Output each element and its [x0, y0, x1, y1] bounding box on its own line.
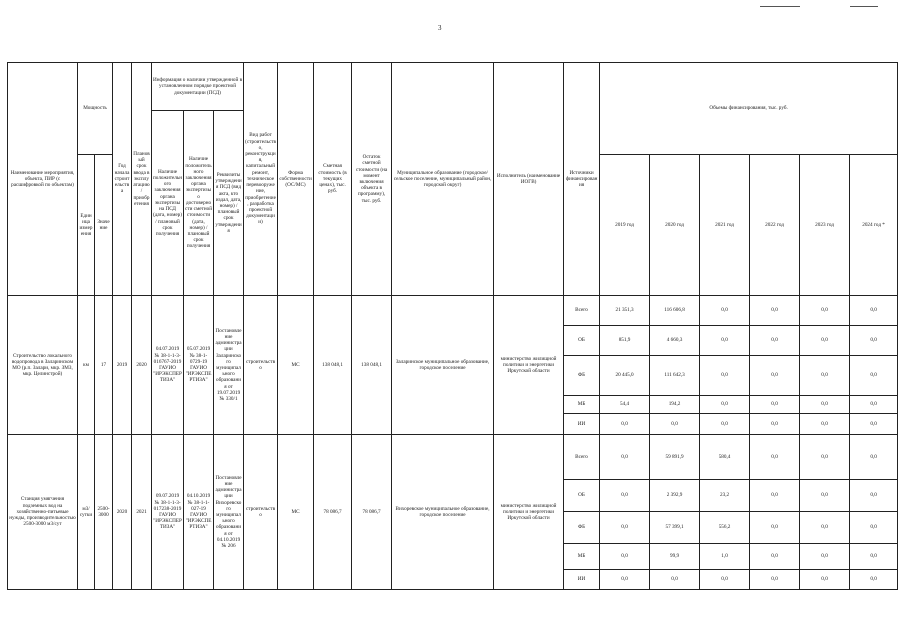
value-cell: 0,0 — [600, 570, 650, 590]
value-cell: 116 606,8 — [650, 296, 700, 326]
object-plan-year: 2021 — [132, 435, 152, 590]
value-cell: 851,9 — [600, 326, 650, 356]
source-label: ФБ — [564, 512, 600, 544]
value-cell: 0,0 — [600, 414, 650, 435]
object-value: 17 — [95, 296, 113, 435]
value-cell: 194,2 — [650, 396, 700, 414]
value-cell: 0,0 — [750, 396, 800, 414]
object-expert-positive: 09.07.2019 № 38-1-1-3-017238-2019 ГАУИО "ИРЭКСПЕРТИЗА" — [152, 435, 184, 590]
object-work-type: строительство — [244, 296, 278, 435]
header-start-year: Год начала строительства — [113, 63, 132, 296]
value-cell: 556,2 — [700, 512, 750, 544]
source-label: ОБ — [564, 326, 600, 356]
object-form: МС — [278, 296, 314, 435]
value-cell: 4 660,3 — [650, 326, 700, 356]
object-expert-price: 05.07.2019 № 38-1-0729-19 ГАУИО "ИРЭКСПЕРТИЗА" — [184, 296, 214, 435]
object-value: 2500-3000 — [95, 435, 113, 590]
source-label: Всего — [564, 435, 600, 480]
value-cell: 0,0 — [750, 356, 800, 396]
object-unit: м3/сутки — [78, 435, 95, 590]
header-year-2022: 2022 год — [750, 155, 800, 296]
top-edge-mark — [760, 6, 800, 7]
value-cell: 1,0 — [700, 544, 750, 570]
value-cell: 0,0 — [750, 296, 800, 326]
value-cell: 0,0 — [750, 512, 800, 544]
object-plan-year: 2020 — [132, 296, 152, 435]
source-label: ФБ — [564, 356, 600, 396]
header-form: Форма собственности (ОС/МС) — [278, 63, 314, 296]
source-label: МБ — [564, 396, 600, 414]
object-expert-price: 04.10.2019 № 38-1-1-027-19 ГАУИО "ИРЭКСПЕРТИЗА" — [184, 435, 214, 590]
header-value: Значение — [95, 155, 113, 296]
object-start-year: 2020 — [113, 435, 132, 590]
value-cell: 0,0 — [850, 435, 898, 480]
object-start-year: 2019 — [113, 296, 132, 435]
value-cell: 0,0 — [750, 414, 800, 435]
value-cell: 0,0 — [850, 570, 898, 590]
value-cell: 0,0 — [800, 396, 850, 414]
value-cell: 0,0 — [750, 435, 800, 480]
header-estimate: Сметная стоимость (в текущих ценах), тыс. руб. — [314, 63, 352, 296]
value-cell: 57 399,1 — [650, 512, 700, 544]
header-year-2021: 2021 год — [700, 155, 750, 296]
value-cell: 0,0 — [800, 414, 850, 435]
header-unit: Единица измерения — [78, 155, 95, 296]
header-sources: Источники финансирования — [564, 63, 600, 296]
value-cell: 0,0 — [600, 435, 650, 480]
header-name: Наименование мероприятия, объекта, ПИР (с расшифровкой по объектам) — [8, 63, 78, 296]
value-cell: 0,0 — [600, 544, 650, 570]
object-executor: министерство жилищной политики и энергетики Иркутской области — [494, 296, 564, 435]
value-cell: 0,0 — [700, 296, 750, 326]
value-cell: 0,0 — [800, 570, 850, 590]
value-cell: 0,0 — [800, 480, 850, 512]
object-remaining: 78 086,7 — [352, 435, 392, 590]
value-cell: 111 642,3 — [650, 356, 700, 396]
value-cell: 0,0 — [750, 326, 800, 356]
value-cell: 0,0 — [700, 396, 750, 414]
object-approval: Постановление администрации Вихоревского муниципального образования от 04.10.2019 № 206 — [214, 435, 244, 590]
value-cell: 23,2 — [700, 480, 750, 512]
object-expert-positive: 04.07.2019 № 38-1-1-3-016767-2019 ГАУИО "ИРЭКСПЕРТИЗА" — [152, 296, 184, 435]
value-cell: 0,0 — [850, 544, 898, 570]
object-form: МС — [278, 435, 314, 590]
object-estimate: 78 086,7 — [314, 435, 352, 590]
value-cell: 0,0 — [700, 356, 750, 396]
value-cell: 0,0 — [850, 512, 898, 544]
value-cell: 0,0 — [850, 296, 898, 326]
object-approval: Постановление администрации Заларинского муниципального образования от 19.07.2019 № 330/1 — [214, 296, 244, 435]
value-cell: 0,0 — [650, 570, 700, 590]
value-cell: 0,0 — [800, 512, 850, 544]
value-cell: 99,9 — [650, 544, 700, 570]
value-cell: 21 351,3 — [600, 296, 650, 326]
value-cell: 0,0 — [750, 544, 800, 570]
object-name: Строительство локального водопровода в Заларинском МО (р.п. Залари, мкр. ЗМЗ, мкр. Целинстрой) — [8, 296, 78, 435]
value-cell: 0,0 — [850, 414, 898, 435]
source-label: ОБ — [564, 480, 600, 512]
value-cell: 0,0 — [800, 296, 850, 326]
value-cell: 0,0 — [700, 326, 750, 356]
source-label: Всего — [564, 296, 600, 326]
header-remaining: Остаток сметной стоимости (на момент включения объекта в программу), тыс. руб. — [352, 63, 392, 296]
top-edge-mark — [850, 6, 878, 7]
value-cell: 59 891,9 — [650, 435, 700, 480]
header-year-2020: 2020 год — [650, 155, 700, 296]
value-cell: 0,0 — [850, 396, 898, 414]
source-label: ИИ — [564, 570, 600, 590]
value-cell: 0,0 — [800, 326, 850, 356]
header-expert-positive: Наличие положительного заключения органа экспертизы на ПСД (дата, номер) / плановый срок получения — [152, 111, 184, 296]
header-capacity: Мощность — [78, 63, 113, 155]
header-plan-year: Плановый срок ввода в эксплуатацию / приобретения — [132, 63, 152, 296]
value-cell: 0,0 — [700, 570, 750, 590]
source-label: МБ — [564, 544, 600, 570]
object-executor: министерство жилищной политики и энергетики Иркутской области — [494, 435, 564, 590]
header-executor: Исполнитель (наименование ИОГВ) — [494, 63, 564, 296]
header-psd-group: Информация о наличии утвержденной в установленном порядке проектной документации (ПСД) — [152, 63, 244, 111]
header-approval: Реквизиты утверждения ПСД (вид акта, кто издал, дата, номер) / плановый срок утверждения — [214, 111, 244, 296]
object-estimate: 138 048,1 — [314, 296, 352, 435]
object-unit: км — [78, 296, 95, 435]
value-cell: 0,0 — [600, 480, 650, 512]
value-cell: 0,0 — [800, 544, 850, 570]
value-cell: 0,0 — [700, 414, 750, 435]
header-year-2019: 2019 год — [600, 155, 650, 296]
value-cell: 54,4 — [600, 396, 650, 414]
value-cell: 0,0 — [850, 326, 898, 356]
value-cell: 2 392,9 — [650, 480, 700, 512]
object-remaining: 138 048,1 — [352, 296, 392, 435]
header-year-2024: 2024 год * — [850, 155, 898, 296]
object-municipality: Вихоревское муниципальное образование, городское поселение — [392, 435, 494, 590]
value-cell: 0,0 — [750, 570, 800, 590]
financing-table — [7, 62, 898, 590]
value-cell: 20 445,0 — [600, 356, 650, 396]
header-work-type: Вид работ (строительство, реконструкция, капитальный ремонт, техническое перевооружение, приобретение, разработка проектной документации) — [244, 63, 278, 296]
object-name: Станция умягчения подземных вод на хозяйственно-питьевые нужды, производительностью 2500-3000 м3/сут — [8, 435, 78, 590]
header-expert-price: Наличие положительного заключения органа экспертизы о достоверности сметной стоимости (дата, номер) / плановый срок получения — [184, 111, 214, 296]
page-number: 3 — [438, 24, 442, 32]
header-volumes: Объемы финансирования, тыс. руб. — [600, 63, 898, 155]
value-cell: 0,0 — [800, 435, 850, 480]
object-work-type: строительство — [244, 435, 278, 590]
value-cell: 580,4 — [700, 435, 750, 480]
value-cell: 0,0 — [850, 356, 898, 396]
value-cell: 0,0 — [600, 512, 650, 544]
value-cell: 0,0 — [800, 356, 850, 396]
value-cell: 0,0 — [750, 480, 800, 512]
object-municipality: Заларинское муниципальное образование, городское поселение — [392, 296, 494, 435]
source-label: ИИ — [564, 414, 600, 435]
header-municipality: Муниципальное образование (городское/сельское поселение, муниципальный район, городской округ) — [392, 63, 494, 296]
value-cell: 0,0 — [650, 414, 700, 435]
header-year-2023: 2023 год — [800, 155, 850, 296]
value-cell: 0,0 — [850, 480, 898, 512]
